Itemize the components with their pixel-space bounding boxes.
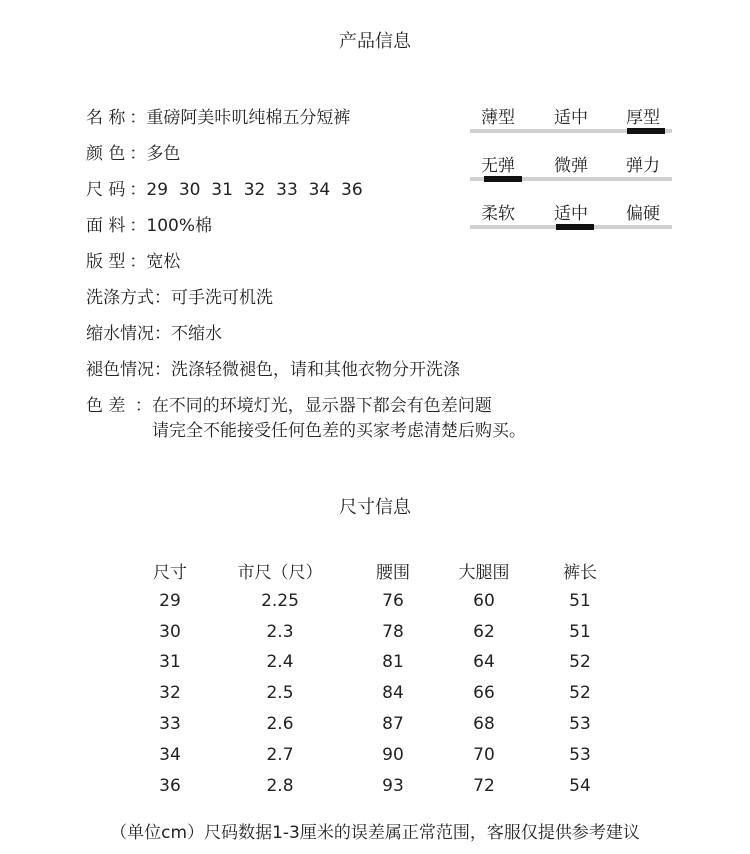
scale-option: 微弹 [554, 156, 588, 176]
elasticity-scale [470, 151, 672, 199]
scale-option: 弹力 [626, 156, 660, 176]
scale-option: 柔软 [481, 204, 515, 224]
info-value: 重磅阿美咔叽纯棉五分短裤 [146, 108, 351, 128]
table-cell: 53 [569, 745, 591, 765]
table-cell: 29 [159, 591, 181, 611]
table-cell: 36 [159, 776, 181, 796]
table-row [0, 622, 750, 652]
table-row [0, 591, 750, 621]
table-row [0, 776, 750, 806]
table-cell: 84 [382, 683, 404, 703]
info-shrinkage [86, 319, 222, 344]
table-cell: 30 [159, 622, 181, 642]
info-value: 100%棉 [146, 216, 213, 236]
info-label: 版 型 [86, 252, 126, 272]
table-cell: 64 [473, 652, 495, 672]
table-cell: 2.4 [266, 652, 294, 672]
table-cell: 53 [569, 714, 591, 734]
thickness-scale [470, 103, 672, 151]
table-row [0, 683, 750, 713]
table-cell: 76 [382, 591, 404, 611]
table-header [0, 558, 750, 588]
scale-option: 薄型 [481, 108, 515, 128]
scale-indicator [484, 176, 522, 182]
table-cell: 31 [159, 652, 181, 672]
table-cell: 32 [159, 683, 181, 703]
table-cell: 2.8 [266, 776, 294, 796]
info-label: 名 称 [86, 108, 126, 128]
info-label: 洗涤方式 [86, 288, 154, 308]
header-cell: 市尺（尺） [237, 563, 323, 583]
info-color-difference [86, 391, 492, 416]
table-cell: 87 [382, 714, 404, 734]
table-cell: 81 [382, 652, 404, 672]
scale-option: 适中 [554, 108, 588, 128]
table-cell: 34 [159, 745, 181, 765]
table-cell: 52 [569, 683, 591, 703]
info-value: 可手洗可机洗 [171, 288, 273, 308]
info-value: 在不同的环境灯光，显示器下都会有色差问题 [151, 396, 492, 416]
info-label: 面 料 [86, 216, 126, 236]
info-colon: ： [134, 396, 152, 416]
table-cell: 2.3 [266, 622, 294, 642]
scale-indicator [627, 128, 665, 134]
info-colon: ： [129, 252, 147, 272]
header-cell: 大腿围 [458, 563, 510, 583]
table-cell: 51 [569, 591, 591, 611]
table-cell: 68 [473, 714, 495, 734]
table-cell: 72 [473, 776, 495, 796]
info-label: 褪色情况 [86, 360, 154, 380]
scale-option: 厚型 [626, 108, 660, 128]
table-row [0, 652, 750, 682]
table-cell: 51 [569, 622, 591, 642]
info-value: 29 30 31 32 33 34 36 [146, 180, 363, 200]
info-label: 颜 色 [86, 144, 126, 164]
scale-indicator [556, 224, 594, 230]
scale-option: 无弹 [481, 156, 515, 176]
info-colon: ： [154, 360, 171, 380]
table-cell: 70 [473, 745, 495, 765]
table-cell: 66 [473, 683, 495, 703]
size-info-title: 尺寸信息 [339, 497, 411, 518]
scale-option: 偏硬 [626, 204, 660, 224]
info-colon: ： [154, 324, 171, 344]
table-cell: 2.7 [266, 745, 294, 765]
info-fading [86, 355, 460, 380]
info-fabric [86, 211, 212, 236]
table-cell: 54 [569, 776, 591, 796]
table-cell: 2.25 [261, 591, 299, 611]
header-cell: 裤长 [563, 563, 597, 583]
info-label: 色 差 [86, 396, 131, 416]
table-cell: 33 [159, 714, 181, 734]
info-colon: ： [129, 144, 147, 164]
info-colon: ： [129, 216, 147, 236]
info-value: 宽松 [146, 252, 181, 272]
info-colon: ： [129, 108, 147, 128]
table-cell: 90 [382, 745, 404, 765]
info-label: 尺 码 [86, 180, 126, 200]
table-cell: 2.6 [266, 714, 294, 734]
info-fit [86, 247, 180, 272]
table-cell: 2.5 [266, 683, 294, 703]
header-cell: 腰围 [376, 563, 410, 583]
table-cell: 52 [569, 652, 591, 672]
table-cell: 78 [382, 622, 404, 642]
product-info-title: 产品信息 [339, 31, 411, 52]
info-color [86, 139, 180, 164]
info-washing [86, 283, 273, 308]
info-name [86, 103, 350, 128]
info-colon: ： [129, 180, 147, 200]
info-value: 不缩水 [171, 324, 222, 344]
size-footnote: （单位cm）尺码数据1-3厘米的误差属正常范围，客服仅提供参考建议 [110, 823, 640, 843]
color-difference-note: 请完全不能接受任何色差的买家考虑清楚后购买。 [152, 421, 526, 441]
scale-option: 适中 [554, 204, 588, 224]
softness-scale [470, 199, 672, 247]
table-row [0, 714, 750, 744]
table-cell: 62 [473, 622, 495, 642]
table-cell: 93 [382, 776, 404, 796]
info-value: 多色 [146, 144, 181, 164]
info-sizes [86, 175, 363, 200]
info-value: 洗涤轻微褪色，请和其他衣物分开洗涤 [171, 360, 460, 380]
info-label: 缩水情况 [86, 324, 154, 344]
header-cell: 尺寸 [153, 563, 187, 583]
table-row [0, 745, 750, 775]
table-cell: 60 [473, 591, 495, 611]
info-colon: ： [154, 288, 171, 308]
